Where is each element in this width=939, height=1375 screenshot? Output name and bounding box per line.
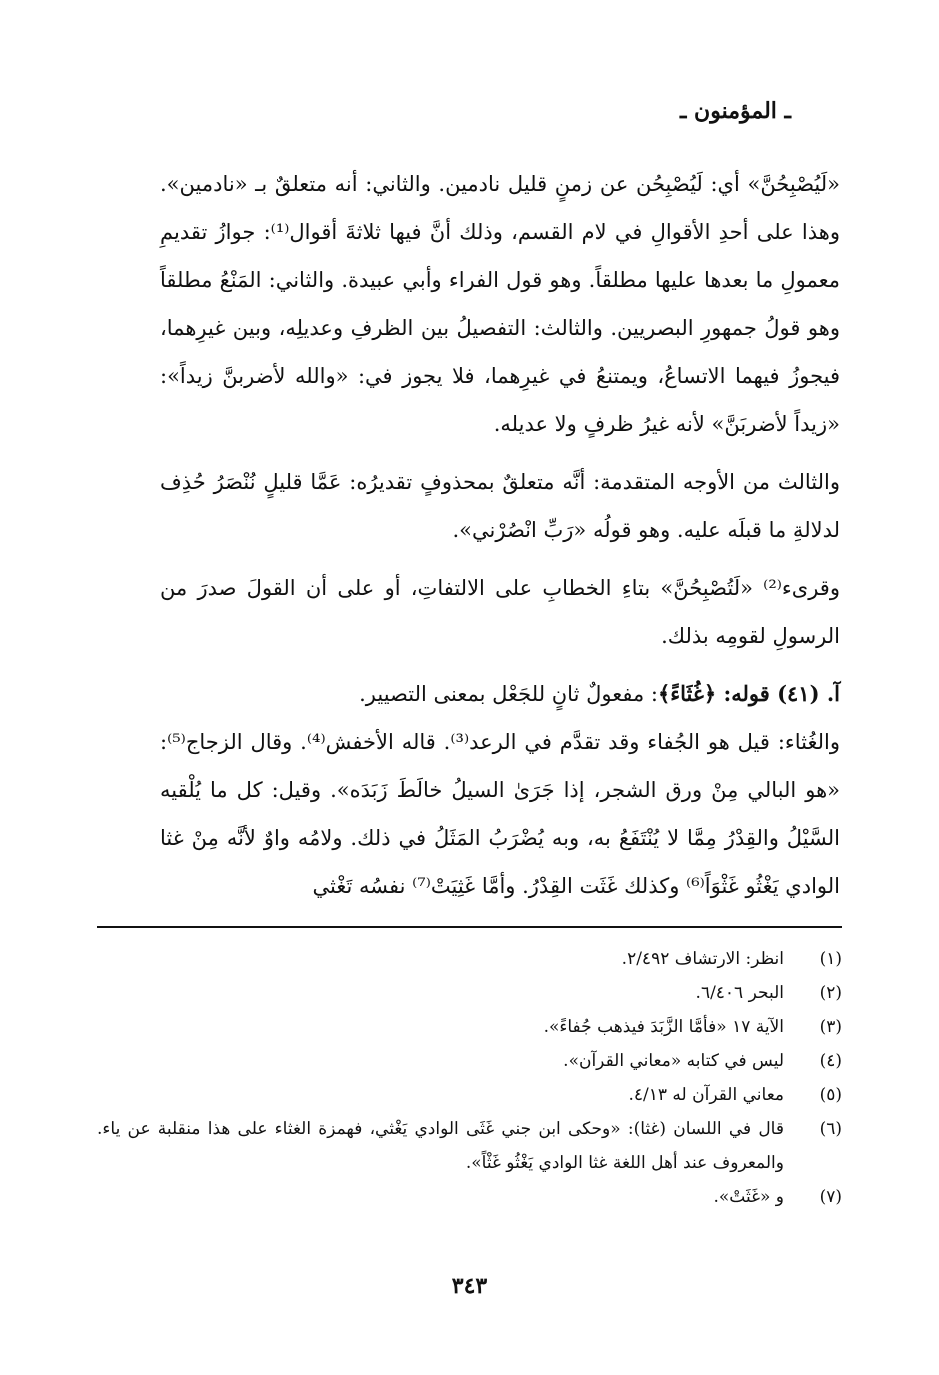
footnote-number: (٣) [819, 1017, 842, 1037]
footnote-text: الآية ١٧ «فأمَّا الزَّبَدَ فيذهب جُفاءً». [543, 1017, 784, 1037]
ayah-rest: : مفعولٌ ثانٍ للجَعْل بمعنى التصيير. [359, 682, 658, 706]
footnote-separator [97, 926, 842, 928]
paragraph-4: والغُثاء: قيل هو الجُفاء وقد تقدَّم في الرعد⁽³⁾. قاله الأخفش⁽⁴⁾. وقال الزجاج⁽⁵⁾: «هو البالي مِنْ ورق الشجر، إذا جَرَىٰ السيلُ خالَطَ زَبَدَه». وقيل: كل ما يُلْقيه السَّيْلُ والقِدْرُ مِمَّا لا يُنْتَفَعُ به، وبه يُضْرَبُ المَثَلُ في ذلك. ولامُه واوٌ لأنَّه مِنْ غثا الوادي يَغْثُو غَثْوَاً⁽⁶⁾ وكذلك غَثَت القِدْرُ. وأمَّا غَثِيَتْ⁽⁷⁾ نفسُه تَغْثي [160, 730, 841, 898]
main-text [160, 160, 840, 910]
footnote [97, 1180, 842, 1214]
footnote [97, 1078, 842, 1112]
footnote [97, 976, 842, 1010]
paragraph-2: والثالث من الأوجه المتقدمة: أنَّه متعلقٌ بمحذوفٍ تقديرُه: عَمَّا قليلٍ نُنْصَرُ حُذِف لدلالةِ ما قبلَه عليه. وهو قولُه «رَبِّ انْصُرْني». [160, 470, 840, 542]
footnote [97, 1044, 842, 1078]
paragraph-1: «لَيُصْبِحُنَّ» أي: لَيُصْبِحُن عن زمنٍ قليل نادمين. والثاني: أنه متعلقٌ بـ «نادمين». وهذا على أحدِ الأقوالِ في لام القسم، وذلك أنَّ فيها ثلاثةَ أقوال⁽¹⁾: جوازُ تقديمِ معمولِ ما بعدها عليها مطلقاً. وهو قول الفراء وأبي عبيدة. والثاني: المَنْعُ مطلقاً وهو قولُ جمهورِ البصريين. والثالث: التفصيلُ بين الظرفِ وعديلِه، وبين غيرِهما، فيجوزُ فيهما الاتساعُ، ويمتنعُ في غيرِهما، فلا يجوز في: «والله لأضربنَّ زيداً»: «زيداً لأضربَنَّ» لأنه غيرُ ظرفٍ ولا عديله. [160, 172, 841, 436]
footnote [97, 942, 842, 976]
footnote-text: معاني القرآن له ٤/١٣. [628, 1085, 784, 1105]
footnote-text: البحر ٦/٤٠٦. [695, 983, 784, 1003]
footnote-number: (٤) [819, 1051, 842, 1071]
running-head: ـ المؤمنون ـ [679, 98, 791, 124]
footnote-text: قال في اللسان (غثا): «وحكى ابن جني غَثَى الوادي يَغْثي، فهمزة الغثاء على هذا منقلبة عن ياء. والمعروف عند أهل اللغة غثا الوادي يَغْثُو غَثْاً». [97, 1119, 784, 1173]
page-number: ٣٤٣ [451, 1273, 488, 1299]
footnote-text: ليس في كتابه «معاني القرآن». [563, 1051, 784, 1071]
footnote-number: (١) [819, 949, 842, 969]
footnote [97, 1010, 842, 1044]
footnote-number: (٦) [819, 1119, 842, 1139]
footnote [97, 1112, 842, 1180]
footnote-number: (٢) [819, 983, 842, 1003]
footnotes [97, 942, 842, 1214]
footnote-text: و «غَثَتْ». [713, 1187, 784, 1207]
ayah-paragraph [160, 670, 840, 718]
footnote-text: انظر: الارتشاف ٢/٤٩٢. [621, 949, 784, 969]
paragraph-3: وقرىء⁽²⁾ «لَتُصْبِحُنَّ» بتاءِ الخطابِ على الالتفاتِ، أو على أن القولَ صدرَ من الرسولِ لقومِه بذلك. [160, 576, 840, 648]
footnote-number: (٥) [819, 1085, 842, 1105]
footnote-number: (٧) [819, 1187, 842, 1207]
ayah-lead: آ. (٤١) قوله: ﴿غُثَاءً﴾ [657, 681, 840, 706]
